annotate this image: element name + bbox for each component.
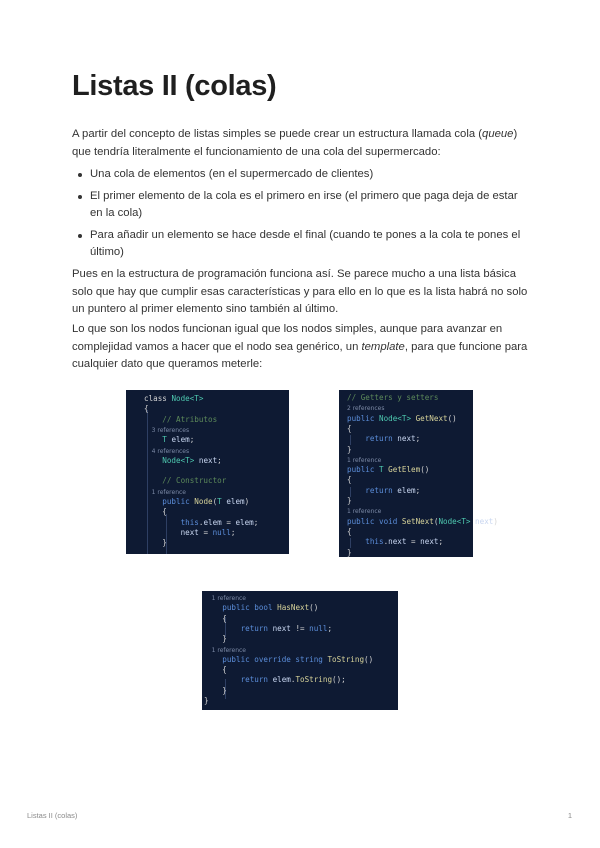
code-line (204, 593, 246, 603)
code-line (144, 497, 249, 507)
code-line (144, 476, 226, 486)
code-token: GetElem (388, 465, 421, 475)
code-line (347, 424, 352, 434)
code-line (144, 456, 222, 466)
bullet-icon (78, 234, 82, 238)
code-token: } (204, 696, 209, 705)
code-token: () (364, 654, 374, 664)
code-token: ; (217, 455, 222, 465)
code-line (204, 675, 346, 685)
code-line (144, 404, 149, 414)
code-line (144, 435, 194, 445)
code-line (347, 475, 352, 485)
code-token: public (347, 413, 380, 423)
code-token: . (383, 537, 389, 547)
code-token: T (144, 435, 172, 445)
code-token: elem (203, 517, 227, 527)
code-token: T (217, 497, 227, 506)
code-token: null (212, 527, 231, 537)
code-line (144, 415, 217, 425)
code-line (347, 548, 352, 558)
code-token: 1 reference (144, 488, 187, 496)
code-screenshot-node-class (126, 390, 289, 554)
code-line (347, 486, 420, 496)
code-line (204, 696, 209, 706)
page-number: 1 (567, 811, 572, 820)
code-token: // Atributos (144, 414, 218, 424)
code-token: ( (433, 516, 439, 526)
code-token: public (144, 497, 195, 506)
bullet-icon (78, 195, 82, 199)
code-line (347, 496, 352, 506)
code-token: Node (194, 497, 213, 506)
code-screenshot-getters-setters (339, 390, 498, 557)
code-token: { (204, 665, 227, 675)
intro-text-2: ) que tendría literalmente el funcionamiento de una cola del supermercado: (72, 128, 518, 158)
code-line (204, 603, 318, 613)
code-token: next (144, 527, 204, 537)
code-token: 1 reference (204, 646, 247, 654)
code-token: ( (212, 497, 218, 506)
code-line (144, 446, 189, 456)
structure-paragraph: Pues en la estructura de programación funciona así. Se parece mucho a una lista básica solo que hay que cumplir esas características y para ello en lo que es la lista habrá no solo un puntero al primer elemento sino también al último. (72, 268, 528, 316)
code-token: this (144, 517, 199, 527)
code-token: public override string (204, 654, 328, 664)
code-token: next (388, 537, 412, 547)
code-line (144, 487, 186, 497)
code-token: 1 reference (347, 456, 382, 464)
code-line (204, 614, 227, 624)
code-token: Node<T> (379, 413, 416, 423)
code-line (144, 518, 258, 528)
code-token: { (347, 475, 352, 485)
bullet-list (72, 166, 532, 266)
code-token: { (347, 423, 352, 433)
code-token: } (347, 547, 352, 557)
code-token: null (309, 623, 328, 633)
code-token: // Getters y setters (347, 393, 439, 402)
code-line (347, 414, 457, 424)
code-line (204, 655, 373, 665)
code-line (144, 507, 167, 517)
code-token: public void (347, 516, 402, 526)
code-token: = (226, 517, 236, 527)
code-token: (); (332, 675, 346, 685)
code-token: ; (327, 623, 333, 633)
code-token: ; (230, 527, 236, 537)
code-token: ) (244, 497, 250, 506)
code-line (347, 434, 420, 444)
code-token: next (198, 455, 218, 465)
code-token: public (347, 465, 380, 475)
code-token: next (475, 516, 494, 526)
code-line (204, 665, 227, 675)
code-token: Node<T> (438, 516, 476, 526)
code-token: 1 reference (347, 508, 382, 516)
code-line (204, 624, 332, 634)
code-token: . (198, 517, 204, 527)
intro-italic-term: queue (482, 128, 514, 140)
code-line (347, 445, 352, 455)
code-token: // Constructor (144, 476, 227, 486)
code-line (144, 394, 203, 404)
intro-paragraph (72, 126, 532, 161)
footer-title: Listas II (colas) (27, 811, 78, 820)
code-token: { (347, 526, 352, 536)
bullet-icon (78, 173, 82, 177)
code-token: 3 references (144, 426, 190, 434)
code-token: ; (415, 434, 421, 444)
code-token: ToString (327, 654, 365, 664)
code-token: { (144, 507, 167, 517)
code-token: 1 reference (204, 595, 247, 602)
code-line (347, 506, 381, 516)
code-token: elem (171, 435, 190, 445)
code-token: { (204, 613, 227, 623)
code-token: () (309, 603, 319, 613)
node-paragraph (72, 321, 532, 374)
list-item-text: Para añadir un elemento se hace desde el final (cuando te pones a la cola te pones el último) (90, 228, 521, 259)
code-token: } (204, 685, 227, 695)
node-text-2: , para que funcione para cualquier dato que queramos meterle: (72, 340, 528, 371)
code-token: } (204, 634, 227, 644)
code-line (347, 517, 498, 527)
code-token: () (447, 413, 457, 423)
code-token: HasNext (277, 603, 310, 613)
code-token: elem (397, 485, 416, 495)
code-token: ToString (295, 675, 333, 685)
code-line (347, 527, 352, 537)
code-token: elem (226, 497, 245, 506)
code-token: . (290, 675, 296, 685)
list-item (72, 227, 532, 262)
code-token: class (144, 394, 172, 403)
code-line (144, 528, 235, 538)
code-token: ; (438, 537, 444, 547)
code-token: () (420, 465, 430, 475)
list-item-text: Una cola de elementos (en el supermercado de clientes) (90, 168, 374, 180)
code-token: Node<T> (171, 394, 204, 403)
code-token: } (347, 496, 352, 505)
code-token: ; (415, 485, 421, 495)
code-token: elem (272, 675, 291, 685)
code-token: != (295, 623, 310, 633)
code-line (204, 645, 246, 655)
code-token: SetNext (401, 516, 434, 526)
code-token: next (272, 623, 296, 633)
code-line (347, 537, 443, 547)
page-title: Listas II (colas) (72, 70, 277, 102)
code-token: next (420, 537, 439, 547)
intro-text-1: A partir del concepto de listas simples se puede crear un estructura llamada cola ( (72, 128, 483, 140)
code-token: 4 references (144, 447, 190, 455)
code-line (204, 686, 227, 696)
code-line (204, 634, 227, 644)
code-line (347, 393, 438, 403)
code-line (347, 403, 385, 413)
code-screenshot-methods (202, 591, 398, 710)
code-token: elem (235, 517, 254, 527)
code-line (347, 465, 429, 475)
node-text-1: Lo que son los nodos funcionan igual que los nodos simples, aunque para avanzar en complejidad vamos a hacer que el nodo sea genérico, un (72, 323, 503, 353)
code-token: = (411, 537, 421, 547)
code-token: public bool (204, 603, 278, 613)
code-token: { (144, 404, 149, 414)
code-token: Node<T> (144, 455, 199, 465)
code-token: GetNext (415, 413, 448, 423)
code-token: = (203, 527, 213, 537)
code-line (347, 455, 381, 465)
list-item (72, 188, 532, 223)
code-token: this (347, 537, 384, 547)
code-token: return (347, 434, 398, 444)
code-token: return (204, 675, 273, 685)
list-item (72, 166, 532, 184)
node-italic-term: template (361, 340, 405, 353)
code-token: ) (493, 516, 498, 526)
code-token: ; (189, 435, 195, 445)
list-item-text: El primer elemento de la cola es el primero en irse (el primero que paga deja de estar en la cola) (90, 189, 518, 220)
code-token: return (204, 623, 273, 633)
code-token: } (347, 444, 352, 454)
code-token: } (144, 538, 167, 548)
code-token: return (347, 485, 398, 495)
code-token: next (397, 434, 416, 444)
code-token: ; (253, 517, 259, 527)
code-line (144, 425, 189, 435)
code-line (144, 538, 167, 548)
code-token: T (379, 465, 389, 475)
code-token: 2 references (347, 405, 385, 413)
